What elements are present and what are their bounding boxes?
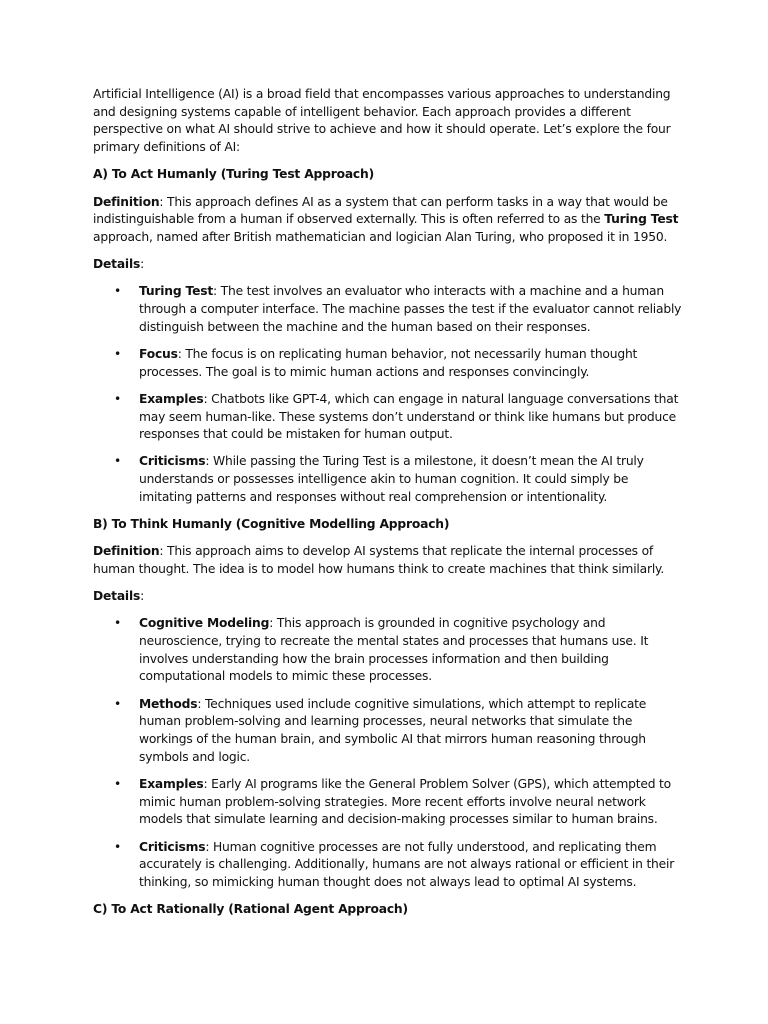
section-a-definition bbox=[93, 194, 683, 247]
section-a-heading: A) To Act Humanly (Turing Test Approach) bbox=[93, 167, 374, 182]
list-item bbox=[93, 346, 683, 381]
list-item bbox=[93, 453, 683, 506]
section-b-list bbox=[93, 615, 683, 891]
list-item bbox=[93, 696, 683, 767]
section-b-definition bbox=[93, 543, 683, 578]
list-item-text: : The test involves an evaluator who interacts with a machine and a human through a computer interface. The machine passes the test if the evaluator cannot reliably distinguish between the machine and the human based on their responses. bbox=[139, 284, 682, 334]
list-item-text: : Human cognitive processes are not fully understood, and replicating them accurately is challenging. Additionally, humans are not always rational or efficient in their thinking, so mimicking human thought does not always lead to optimal AI systems. bbox=[139, 839, 675, 890]
definition-text: : This approach aims to develop AI systems that replicate the internal processes of human thought. The idea is to model how humans think to create machines that think similarly. bbox=[93, 544, 665, 576]
list-item-text: : Chatbots like GPT-4, which can engage in natural language conversations that may seem human-like. These systems don’t understand or think like humans but produce responses that could be mistaken for human output. bbox=[139, 391, 679, 442]
definition-text: approach, named after British mathematician and logician Alan Turing, who proposed it in 1950. bbox=[93, 229, 668, 244]
list-item-label: Turing Test bbox=[139, 284, 214, 299]
section-a-list bbox=[93, 283, 683, 506]
list-item bbox=[93, 283, 683, 336]
list-item-label: Criticisms bbox=[139, 839, 206, 854]
list-item-label: Examples bbox=[139, 777, 204, 791]
list-item bbox=[93, 839, 683, 892]
section-b-heading: B) To Think Humanly (Cognitive Modelling Approach) bbox=[93, 517, 450, 532]
section-c-heading: C) To Act Rationally (Rational Agent Approach) bbox=[93, 902, 408, 917]
list-item bbox=[93, 391, 683, 444]
document-page bbox=[93, 86, 683, 928]
definition-label: Definition bbox=[93, 544, 160, 559]
list-item-text: : Techniques used include cognitive simulations, which attempt to replicate human problem-solving and learning processes, neural networks that simulate the workings of the human brain, and symbolic AI that mirrors human reasoning through symbols and logic. bbox=[139, 696, 647, 764]
list-item-text: : Early AI programs like the General Problem Solver (GPS), which attempted to mimic human problem-solving strategies. More recent efforts involve neural network models that simulate learning and decision-making processes similar to human brains. bbox=[139, 777, 671, 827]
list-item-label: Examples bbox=[139, 391, 204, 406]
section-a-details-label: Details: bbox=[93, 257, 145, 272]
list-item-text: : The focus is on replicating human behavior, not necessarily human thought processes. The goal is to mimic human actions and responses convincingly. bbox=[139, 346, 638, 379]
list-item-label: Cognitive Modeling bbox=[139, 616, 270, 631]
list-item-text: : This approach is grounded in cognitive psychology and neuroscience, trying to recreate the mental states and processes that humans use. It involves understanding how the brain processes information and then building computational models to mimic these processes. bbox=[139, 616, 649, 684]
definition-text: : This approach defines AI as a system that can perform tasks in a way that would be indistinguishable from a human if observed externally. This is often referred to as the bbox=[93, 194, 668, 227]
list-item-label: Criticisms bbox=[139, 454, 206, 469]
turing-test-term: Turing Test bbox=[604, 212, 679, 227]
intro-paragraph: Artificial Intelligence (AI) is a broad field that encompasses various approaches to understanding and designing systems capable of intelligent behavior. Each approach provides a different perspective on what AI should strive to achieve and how it should operate. Let’s explore the four primary definitions of AI: bbox=[93, 87, 671, 155]
list-item-label: Focus bbox=[139, 346, 178, 361]
list-item-text: : While passing the Turing Test is a milestone, it doesn’t mean the AI truly understands or possesses intelligence akin to human cognition. It could simply be imitating patterns and responses without real comprehension or intentionality. bbox=[139, 454, 644, 504]
definition-label: Definition bbox=[93, 194, 160, 209]
list-item-label: Methods bbox=[139, 696, 198, 711]
section-b-details-label: Details: bbox=[93, 589, 145, 604]
list-item bbox=[93, 776, 683, 829]
list-item bbox=[93, 615, 683, 686]
